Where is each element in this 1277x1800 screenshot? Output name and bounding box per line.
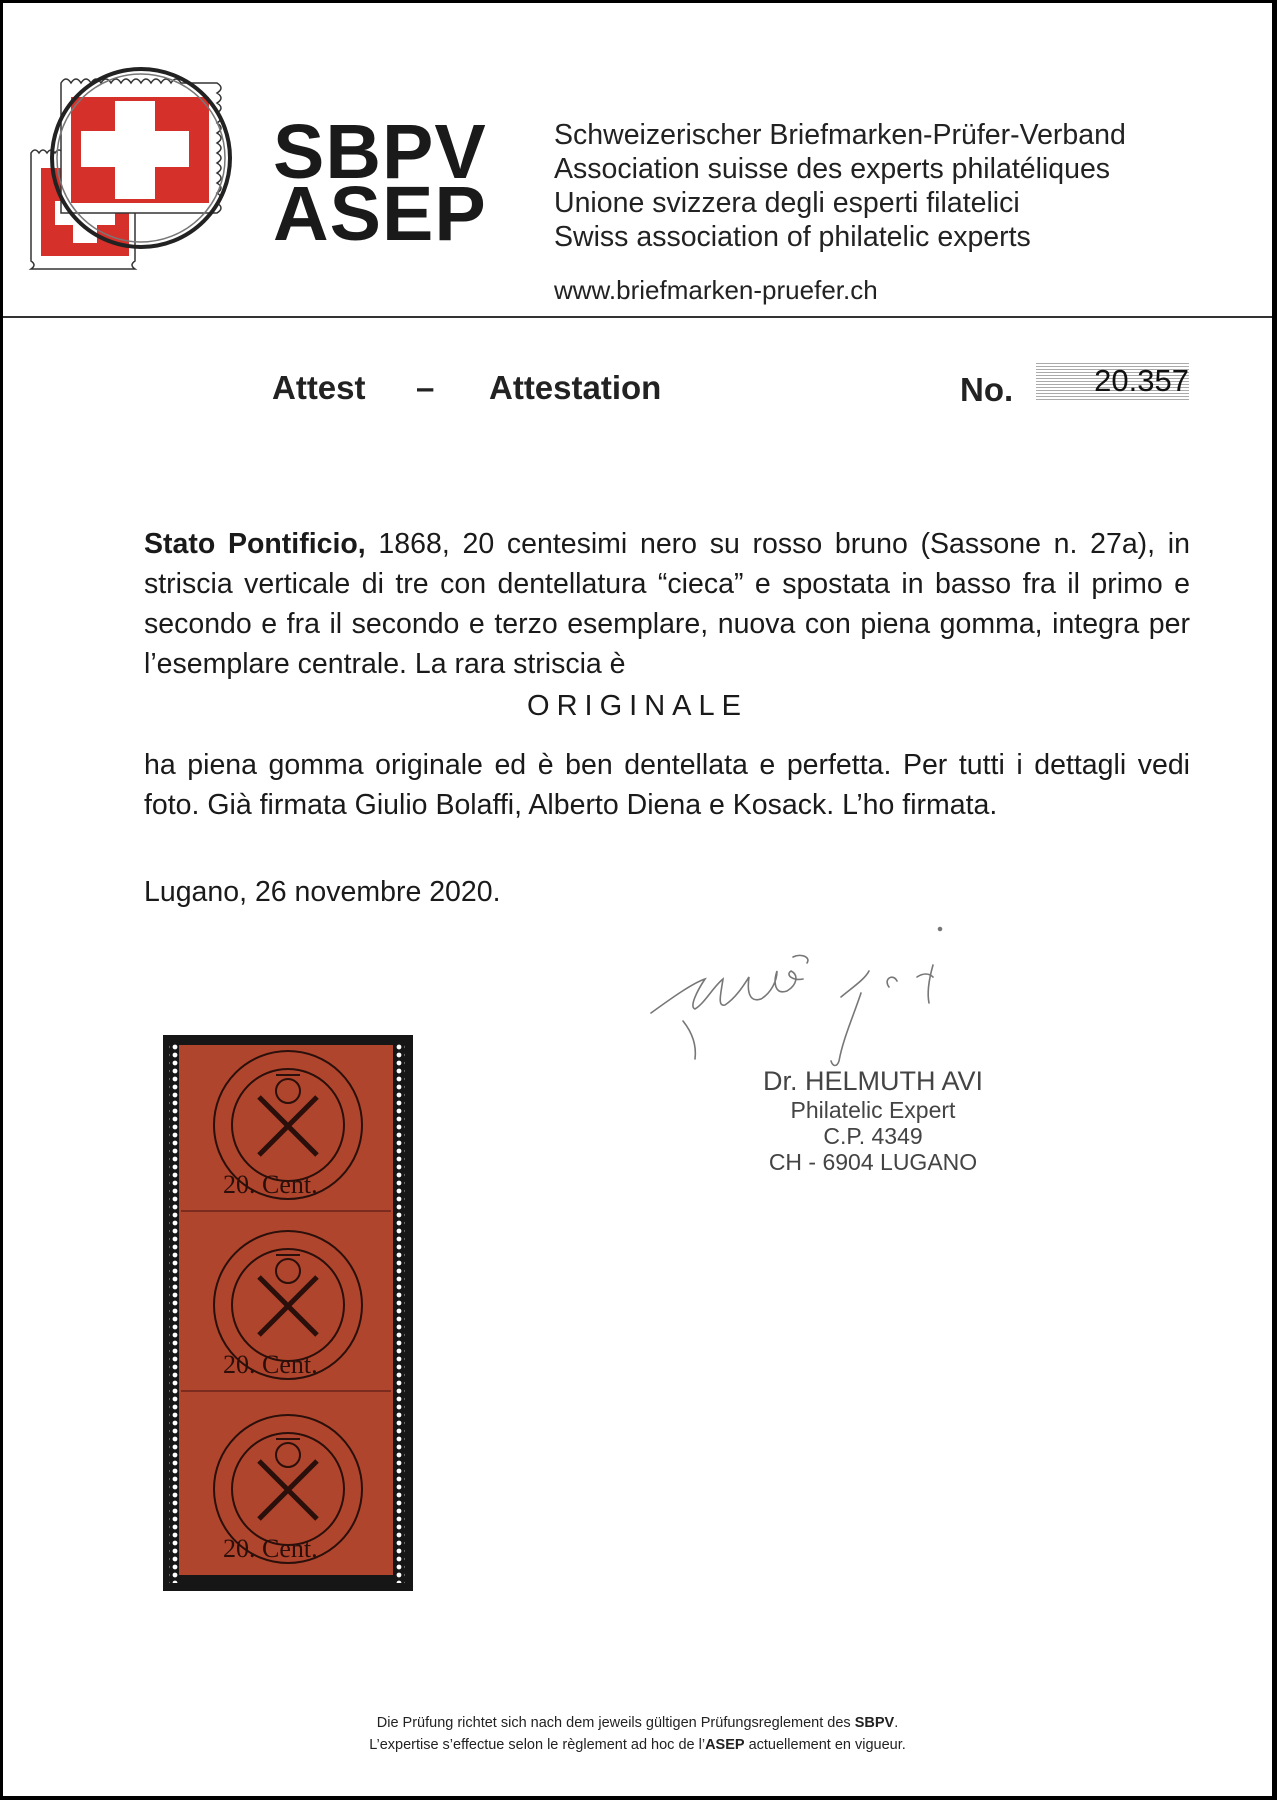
description-text: 1868, 20 centesimi nero su rosso bruno (Sassone n. 27a), in striscia verticale di tre con dentellatura “cieca” e spostata in basso fra il primo e secondo e fra il secondo e terzo esemplare, nuova con piena gomma, integra per l’esemplare centrale. La rara striscia è: [144, 528, 1190, 680]
svg-text:20. Cent.: 20. Cent.: [223, 1534, 318, 1563]
title-attest: Attest: [272, 369, 366, 406]
certificate-number: 20.357: [1036, 361, 1189, 401]
association-logo-text: [273, 109, 487, 257]
footer-line-de: [3, 1715, 1272, 1731]
handwritten-signature: [643, 921, 1053, 1071]
logo-text-asep: ASEP: [273, 171, 487, 257]
expert-po-box: C.P. 4349: [823, 1123, 923, 1149]
expert-address: CH - 6904 LUGANO: [768, 1149, 978, 1175]
footer-fr-bold: ASEP: [705, 1737, 745, 1753]
association-name-fr: Association suisse des experts philatéliques: [554, 153, 1111, 185]
certificate-page: [3, 3, 1272, 1796]
footer-de-text: Die Prüfung richtet sich nach dem jeweils gültigen Prüfungsreglement des: [376, 1715, 855, 1731]
certificate-number-label: No.: [960, 371, 1014, 408]
association-names: [554, 118, 1126, 254]
association-name-it: Unione svizzera degli esperti filatelici: [554, 187, 1020, 219]
details-paragraph: ha piena gomma originale ed è ben dentellata e perfetta. Per tutti i dettagli vedi foto. Già firmata Giulio Bolaffi, Alberto Diena e Kosack. L’ho firmata.: [144, 749, 1190, 821]
footer-fr-end: actuellement en vigueur.: [744, 1737, 906, 1753]
footer-de-bold: SBPV: [854, 1715, 895, 1731]
association-name-en: Swiss association of philatelic experts: [554, 221, 1031, 253]
logo-text-sbpv: SBPV: [273, 109, 487, 195]
footer-line-fr: [3, 1737, 1272, 1753]
stamp-strip-image: [163, 1035, 413, 1591]
expert-name: Dr. HELMUTH AVI: [762, 1066, 984, 1096]
expert-stamp: [703, 1065, 1043, 1175]
description-paragraph: [144, 524, 1190, 684]
swiss-cross-stamp-icon: [17, 43, 269, 305]
svg-text:20. Cent.: 20. Cent.: [223, 1350, 318, 1379]
place-date: Lugano, 26 novembre 2020.: [144, 876, 501, 908]
footer-fr-text: L’expertise s’effectue selon le règlement ad hoc de l’: [369, 1737, 706, 1753]
svg-text:20. Cent.: 20. Cent.: [223, 1170, 318, 1199]
expert-title: Philatelic Expert: [790, 1097, 956, 1123]
footer-de-end: .: [894, 1715, 899, 1731]
description-lead: Stato Pontificio,: [144, 528, 366, 560]
verdict: ORIGINALE: [527, 690, 748, 722]
association-name-de: Schweizerischer Briefmarken-Prüfer-Verband: [554, 119, 1126, 151]
title-attestation: Attestation: [489, 369, 662, 406]
header-divider: [3, 316, 1272, 318]
website-link[interactable]: www.briefmarken-pruefer.ch: [554, 275, 878, 305]
title-dash: –: [416, 369, 435, 406]
